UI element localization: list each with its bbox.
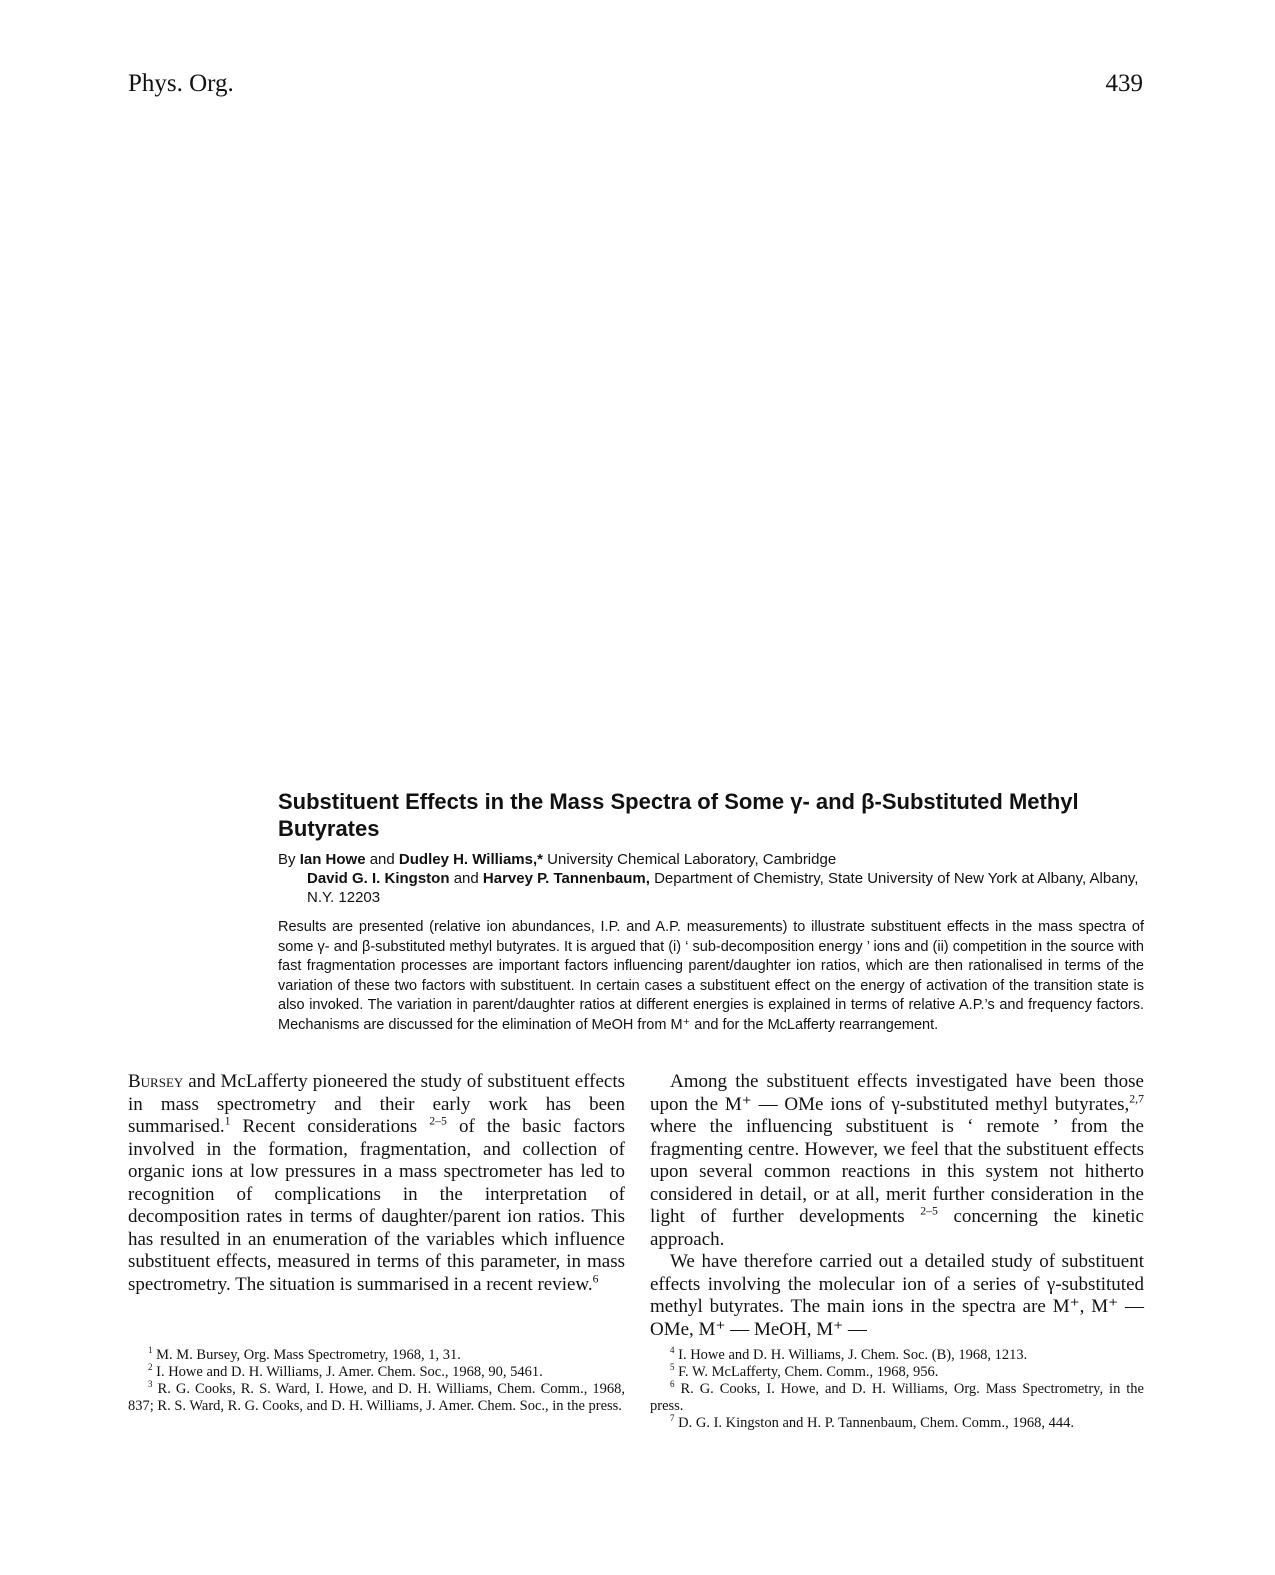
affiliation: Department of Chemistry, State University of New York at Albany, Albany, N.Y. 12203 [307,870,1139,906]
page-number: 439 [1105,70,1143,97]
footnote [128,1364,625,1381]
footnote-number: 5 [670,1362,675,1373]
byline-line-1 [278,850,1148,869]
lead-word: Bursey [128,1071,184,1092]
citation-ref: 1 [224,1114,231,1128]
citation-ref: 2–5 [920,1204,938,1218]
citation-ref: 2,7 [1129,1092,1144,1106]
footnotes-right [650,1347,1144,1432]
affiliation: University Chemical Laboratory, Cambridge [547,851,837,868]
abstract: Results are presented (relative ion abundances, I.P. and A.P. measurements) to illustrate substituent effects in the mass spectra of some γ- and β-substituted methyl butyrates. It is argued that (i) ‘ sub-decomposition energy ’ ions and (ii) competition in the source with fast fragmentation processes are important factors influencing parent/daughter ion ratios, which are then rationalised in terms of the variation of these two factors with substituent. In certain cases a substituent effect on the energy of activation of the transition state is also invoked. The variation in parent/daughter ratios at different energies is explained in terms of relative A.P.’s and frequency factors. Mechanisms are discussed for the elimination of MeOH from M⁺ and for the McLafferty rearrangement. [278,919,1144,1033]
author-name: Ian Howe [299,851,366,868]
and-word: and [453,870,479,887]
body-column-right [650,1071,1144,1341]
running-head: Phys. Org. [128,70,234,97]
author-name: Dudley H. Williams,* [398,851,543,868]
body-column-left [128,1071,625,1296]
text-run: concerning the kinetic approach. [650,1206,1144,1250]
footnote [650,1381,1144,1415]
citation-ref: 2–5 [429,1114,447,1128]
footnote [650,1415,1144,1432]
footnote-number: 2 [148,1362,153,1373]
citation-ref: 6 [592,1272,599,1286]
footnote-text: M. M. Bursey, Org. Mass Spectrometry, 1968, 1, 31. [156,1347,461,1363]
footnote-text: I. Howe and D. H. Williams, J. Chem. Soc. (B), 1968, 1213. [678,1347,1028,1363]
by-label: By [278,851,296,868]
footnote-number: 1 [148,1345,153,1356]
and-word: and [369,851,395,868]
footnote [128,1381,625,1415]
text-run: Recent considerations [230,1116,430,1137]
text-run: of the basic factors involved in the formation, fragmentation, and collection of organic ions at low pressures in a mass spectrometer has led to recognition of complications in the interpretation of decomposition rates in terms of daughter/parent ion ratios. This has resulted in an enumeration of the variables which influence substituent effects, measured in terms of this parameter, in mass spectrometry. The situation is summarised in a recent review. [128,1116,625,1295]
text-run: where the influencing substituent is ‘ remote ’ from the fragmenting centre. However, we feel that the substituent effects upon several common reactions in this system not hitherto considered in detail, or at all, merit further consideration in the light of further developments [650,1116,1144,1227]
footnote-number: 7 [670,1413,675,1424]
paragraph [128,1071,625,1296]
author-name: Harvey P. Tannenbaum, [482,870,650,887]
footnote [128,1347,625,1364]
text-run: and McLafferty pioneered the study of substituent effects in mass spectrometry and their early work has been summarised. [128,1071,625,1137]
footnote-number: 4 [670,1345,675,1356]
footnote-text: I. Howe and D. H. Williams, J. Amer. Chem. Soc., 1968, 90, 5461. [156,1364,543,1380]
footnote-number: 6 [670,1379,675,1390]
text-run: Among the substituent effects investigated have been those upon the M⁺ — OMe ions of γ-substituted methyl butyrates, [650,1071,1144,1115]
footnote-text: R. G. Cooks, R. S. Ward, I. Howe, and D. H. Williams, Chem. Comm., 1968, 837; R. S. Ward, R. G. Cooks, and D. H. Williams, J. Amer. Chem. Soc., in the press. [128,1381,625,1414]
footnotes-left [128,1347,625,1415]
footnote-text: F. W. McLafferty, Chem. Comm., 1968, 956. [678,1364,939,1380]
article-title: Substituent Effects in the Mass Spectra of Some γ- and β-Substituted Methyl Butyrates [278,789,1079,841]
paragraph [650,1071,1144,1251]
footnote [650,1364,1144,1381]
paragraph: We have therefore carried out a detailed study of substituent effects involving the molecular ion of a series of γ-substituted methyl butyrates. The main ions in the spectra are M⁺, M⁺ — OMe, M⁺ — MeOH, M⁺ — [650,1251,1144,1340]
byline-line-2 [307,869,1149,907]
footnote-number: 3 [148,1379,153,1390]
author-name: David G. I. Kingston [307,870,450,887]
footnote-text: R. G. Cooks, I. Howe, and D. H. Williams, Org. Mass Spectrometry, in the press. [650,1381,1144,1414]
footnote [650,1347,1144,1364]
footnote-text: D. G. I. Kingston and H. P. Tannenbaum, Chem. Comm., 1968, 444. [678,1415,1074,1431]
